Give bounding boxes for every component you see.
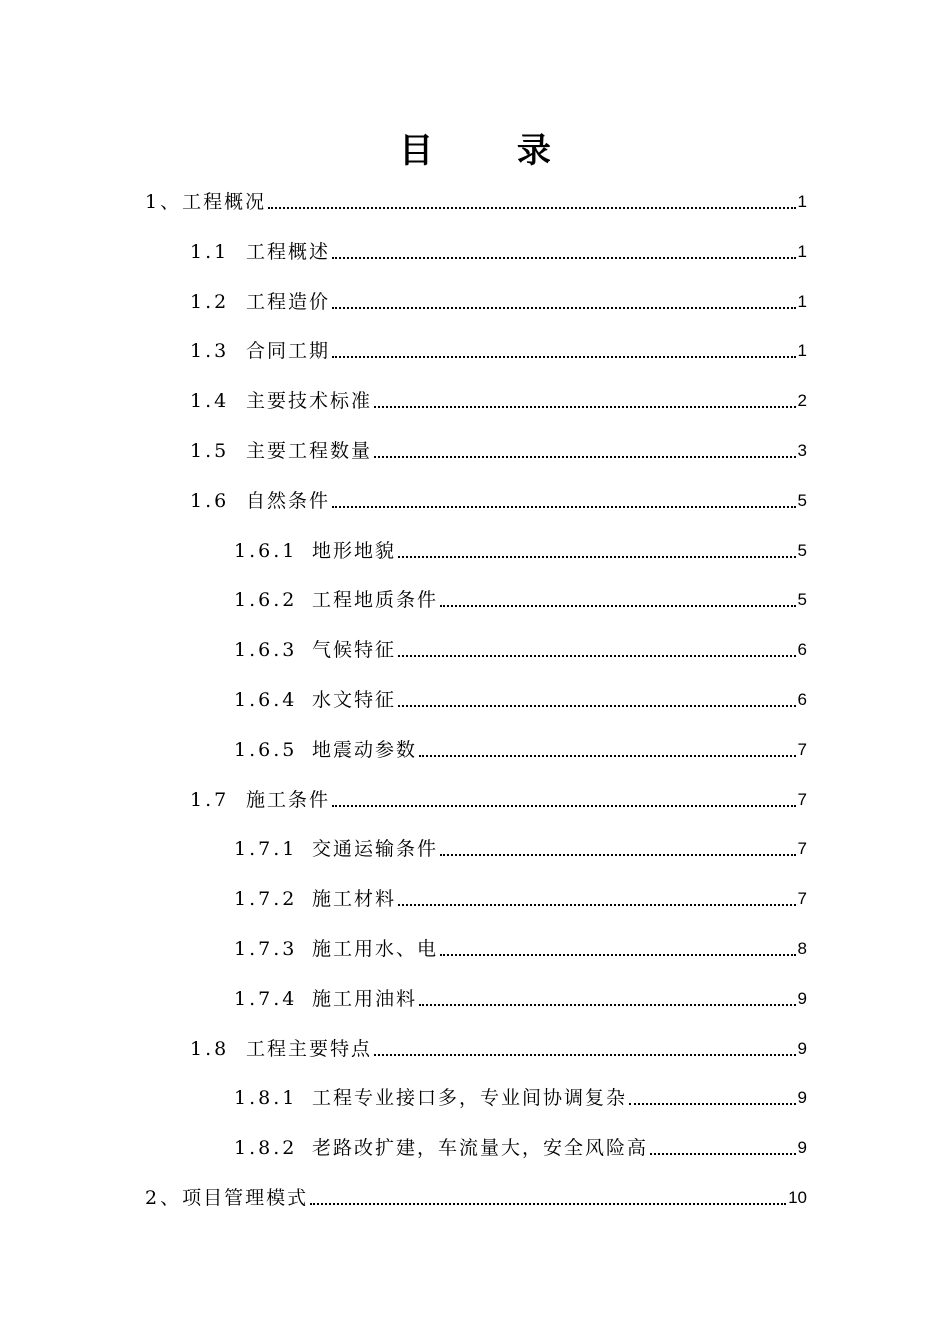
toc-entry[interactable]	[234, 1130, 807, 1160]
toc-entry-title: 施工条件	[246, 788, 331, 811]
toc-entry-page-number: 9	[797, 988, 807, 1008]
toc-entry-page-number: 5	[797, 590, 807, 610]
toc-entry-number: 1.4	[190, 390, 230, 413]
toc-entry[interactable]	[234, 632, 807, 662]
toc-entry-page-number: 6	[797, 640, 807, 660]
toc-entry-page-number: 9	[797, 1088, 807, 1108]
toc-entry-page-number: 9	[797, 1038, 807, 1058]
toc-entry-title: 工程专业接口多，专业间协调复杂	[312, 1087, 628, 1110]
toc-entry[interactable]	[190, 782, 807, 812]
toc-entry[interactable]	[234, 682, 807, 712]
toc-entry-title: 主要工程数量	[246, 440, 373, 462]
toc-entry-title: 工程概述	[246, 240, 331, 263]
toc-dot-leader	[374, 1054, 796, 1056]
toc-entry-page-number: 7	[797, 789, 807, 809]
toc-entry[interactable]	[234, 931, 807, 961]
toc-entry-number: 1.6.1	[234, 539, 298, 562]
toc-entry-number: 1.8	[190, 1037, 230, 1060]
toc-entry-title: 自然条件	[246, 489, 331, 512]
toc-title: 目 录	[399, 131, 587, 171]
toc-dot-leader	[332, 307, 796, 309]
toc-entry[interactable]	[234, 582, 807, 612]
toc-entry-page-number: 1	[797, 291, 807, 311]
toc-dot-leader	[398, 655, 796, 657]
toc-entry[interactable]	[234, 1080, 807, 1110]
toc-entry-title: 工程概况	[182, 191, 267, 213]
toc-entry-page-number: 7	[797, 739, 807, 759]
toc-entry-number: 1.3	[190, 340, 230, 363]
toc-dot-leader	[650, 1153, 796, 1155]
toc-entry-title: 气候特征	[312, 639, 397, 662]
toc-dot-leader	[310, 1203, 786, 1205]
toc-entry[interactable]	[145, 184, 807, 214]
toc-entry[interactable]	[190, 1031, 807, 1061]
toc-entry-page-number: 7	[797, 889, 807, 909]
toc-dot-leader	[268, 207, 795, 209]
toc-entry-number: 1、	[145, 191, 183, 213]
toc-entry-number: 1.1	[190, 240, 230, 263]
toc-entry-number: 1.6.4	[234, 689, 298, 711]
toc-entry-title: 地形地貌	[312, 539, 397, 562]
toc-entry-number: 1.8.1	[234, 1087, 298, 1110]
toc-entry-number: 1.8.2	[234, 1137, 298, 1160]
toc-dot-leader	[332, 805, 796, 807]
toc-entry-title: 施工材料	[312, 888, 397, 911]
toc-entry[interactable]	[234, 533, 807, 563]
toc-entry-title: 施工用水、电	[312, 938, 439, 960]
toc-entry-page-number: 7	[797, 839, 807, 859]
toc-dot-leader	[332, 506, 796, 508]
toc-entry-number: 1.6.2	[234, 589, 298, 612]
toc-entry-page-number: 8	[797, 939, 807, 958]
toc-entry[interactable]	[190, 433, 807, 463]
toc-dot-leader	[332, 356, 796, 358]
toc-dot-leader	[440, 605, 796, 607]
toc-dot-leader	[374, 406, 796, 408]
toc-entry-title: 交通运输条件	[312, 838, 439, 861]
toc-entry[interactable]	[190, 383, 807, 413]
toc-entry-page-number: 6	[797, 690, 807, 709]
toc-entry-page-number: 9	[797, 1138, 807, 1158]
toc-dot-leader	[332, 257, 796, 259]
toc-dot-leader	[398, 705, 796, 707]
toc-entry-title: 水文特征	[312, 689, 397, 711]
toc-entry[interactable]	[190, 234, 807, 264]
toc-entry-number: 1.7.3	[234, 938, 298, 960]
toc-entry[interactable]	[190, 333, 807, 363]
toc-entry-title: 老路改扩建，车流量大，安全风险高	[312, 1137, 649, 1160]
toc-entry-title: 施工用油料	[312, 987, 418, 1010]
toc-dot-leader	[374, 456, 796, 458]
toc-entry-title: 工程主要特点	[246, 1037, 373, 1060]
toc-entry-page-number: 1	[797, 192, 807, 211]
toc-entry-number: 1.5	[190, 440, 230, 462]
toc-entry-number: 1.7	[190, 788, 230, 811]
toc-dot-leader	[440, 954, 796, 956]
toc-entry-page-number: 10	[788, 1188, 807, 1207]
toc-entry[interactable]	[234, 732, 807, 762]
toc-entry[interactable]	[145, 1180, 807, 1210]
toc-dot-leader	[398, 904, 796, 906]
toc-entry-number: 2、	[145, 1187, 183, 1209]
toc-dot-leader	[419, 755, 796, 757]
toc-entry-title: 项目管理模式	[182, 1187, 309, 1209]
toc-entry-number: 1.2	[190, 290, 230, 313]
toc-entry[interactable]	[190, 284, 807, 314]
toc-entry-number: 1.6	[190, 489, 230, 512]
toc-entry-title: 地震动参数	[312, 738, 418, 761]
toc-entry-number: 1.6.5	[234, 738, 298, 761]
toc-entry-title: 主要技术标准	[246, 390, 373, 413]
toc-dot-leader	[419, 1004, 796, 1006]
toc-dot-leader	[398, 556, 796, 558]
toc-entry-page-number: 5	[797, 490, 807, 510]
toc-entry-page-number: 2	[797, 391, 807, 411]
toc-entry[interactable]	[190, 483, 807, 513]
toc-entry-number: 1.7.4	[234, 987, 298, 1010]
toc-entry-title: 工程造价	[246, 290, 331, 313]
toc-entry[interactable]	[234, 831, 807, 861]
toc-entry[interactable]	[234, 881, 807, 911]
toc-entry-title: 工程地质条件	[312, 589, 439, 612]
toc-dot-leader	[440, 854, 796, 856]
toc-entry[interactable]	[234, 981, 807, 1011]
toc-entry-page-number: 5	[797, 540, 807, 560]
toc-entry-number: 1.7.2	[234, 888, 298, 911]
toc-entry-page-number: 1	[797, 241, 807, 261]
toc-entry-number: 1.7.1	[234, 838, 298, 861]
toc-entry-page-number: 1	[797, 341, 807, 361]
toc-dot-leader	[629, 1103, 796, 1105]
toc-entry-number: 1.6.3	[234, 639, 298, 662]
toc-entry-page-number: 3	[797, 441, 807, 460]
toc-entry-title: 合同工期	[246, 340, 331, 363]
